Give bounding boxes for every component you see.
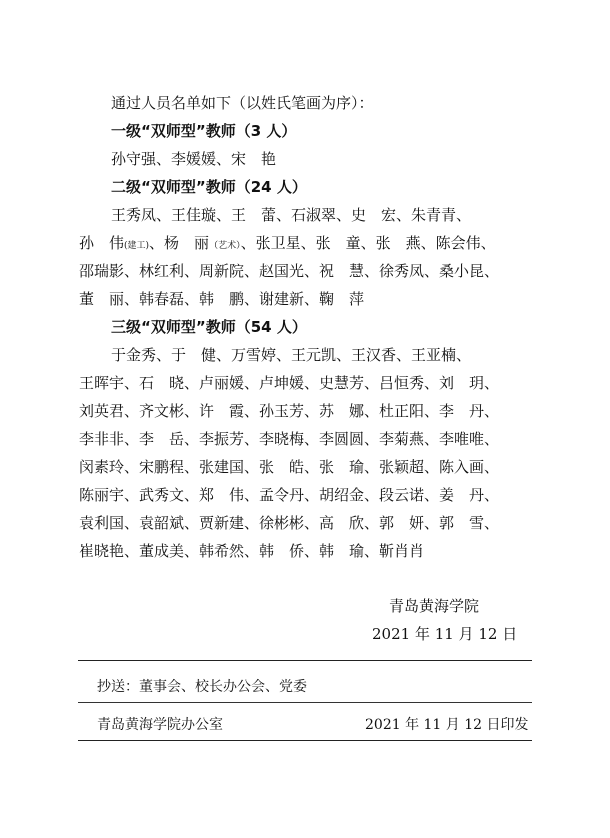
name-text: 、杨 丽 <box>149 234 210 252</box>
level3-names-line-4: 李非非、李 岳、李振芳、李晓梅、李圆圆、李菊燕、李唯唯、 <box>79 430 500 448</box>
issuer-office: 青岛黄海学院办公室 <box>97 717 223 733</box>
cc-line: 抄送：董事会、校长办公会、党委 <box>97 679 307 695</box>
issue-date: 2021 年 11 月 12 日印发 <box>365 717 529 733</box>
footer-divider-middle <box>78 702 532 703</box>
level2-heading: 二级“双师型”教师（24 人） <box>111 178 307 196</box>
footer-divider-bottom <box>78 740 532 741</box>
level1-heading: 一级“双师型”教师（3 人） <box>111 122 297 140</box>
level2-names-line-2 <box>79 233 539 256</box>
level2-names-line-3: 邵瑞影、林红利、周新院、赵国光、祝 慧、徐秀凤、桑小昆、 <box>79 262 500 280</box>
level1-names: 孙守强、李媛媛、宋 艳 <box>111 150 277 168</box>
level3-names-line-1: 于金秀、于 健、万雪婷、王元凯、王汉香、王亚楠、 <box>111 346 472 364</box>
level3-heading: 三级“双师型”教师（54 人） <box>111 318 307 336</box>
level3-names-line-5: 闵素玲、宋鹏程、张建国、张 皓、张 瑜、张颖超、陈入画、 <box>79 458 500 476</box>
signature-date: 2021 年 11 月 12 日 <box>372 625 518 643</box>
name-text: 孙 伟 <box>79 234 125 252</box>
name-note: (建工) <box>124 241 150 251</box>
level3-names-line-6: 陈丽宇、武秀文、郑 伟、孟令丹、胡绍金、段云诺、姜 丹、 <box>79 486 500 504</box>
level3-names-line-3: 刘英君、齐文彬、许 霞、孙玉芳、苏 娜、杜正阳、李 丹、 <box>79 402 500 420</box>
name-note: （艺术） <box>209 241 241 251</box>
level2-names-line-1: 王秀凤、王佳璇、王 蕾、石淑翠、史 宏、朱青青、 <box>111 206 472 224</box>
intro-text: 通过人员名单如下（以姓氏笔画为序）： <box>111 94 374 112</box>
level3-names-line-7: 袁利国、袁韶斌、贾新建、徐彬彬、高 欣、郭 妍、郭 雪、 <box>79 514 500 532</box>
name-text: 、张卫星、张 童、张 燕、陈会伟、 <box>240 234 496 252</box>
signature-org: 青岛黄海学院 <box>389 597 480 615</box>
level3-names-line-2: 王晖宇、石 晓、卢丽媛、卢坤媛、史慧芳、吕恒秀、刘 玥、 <box>79 374 500 392</box>
footer-divider-top <box>78 660 532 661</box>
level3-names-line-8: 崔晓艳、董成美、韩希然、韩 侨、韩 瑜、靳肖肖 <box>79 542 425 560</box>
level2-names-line-4: 董 丽、韩春磊、韩 鹏、谢建新、鞠 萍 <box>79 290 365 308</box>
